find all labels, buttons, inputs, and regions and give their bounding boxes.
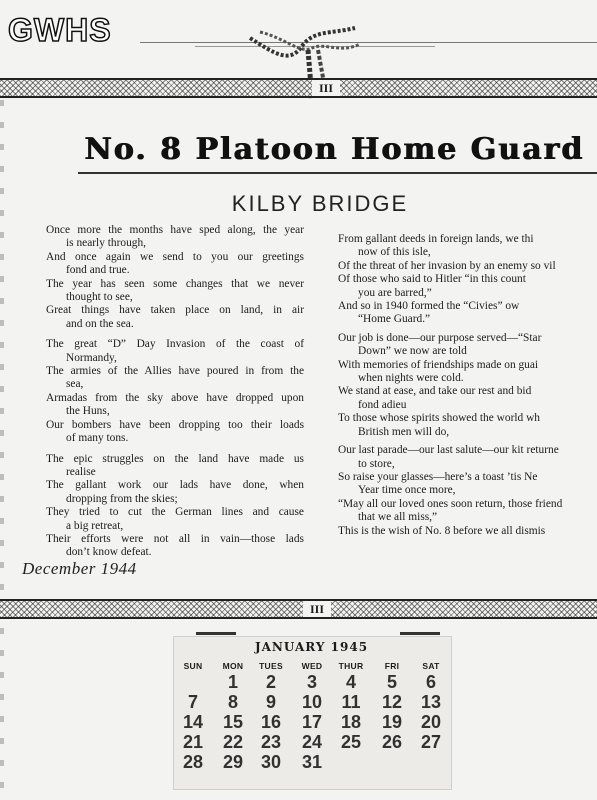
poem-line: Year time once more, [358, 484, 456, 497]
poem-line: To those whose spirits showed the world wh [338, 412, 540, 425]
poem-line: And once again we send to you our greetings [46, 250, 304, 263]
calendar-day: 26 [381, 732, 403, 752]
page-title: No. 8 Platoon Home Guard [84, 132, 584, 167]
calendar-day: 2 [265, 672, 276, 692]
poem-line: They tried to cut the German lines and cause [46, 506, 304, 519]
poem-line: fond adieu [358, 398, 407, 411]
poem-line: Their efforts were not all in vain—those lads [46, 532, 304, 545]
calendar-weekday: SAT [422, 661, 440, 671]
poem-line: The great “D” Day Invasion of the coast of [46, 338, 304, 351]
calendar-day: 6 [425, 672, 436, 692]
calendar-day: 1 [227, 672, 238, 692]
poem-stanza [338, 444, 597, 537]
signoff-date: December 1944 [22, 559, 137, 578]
calendar-day: 22 [222, 732, 244, 752]
decorative-band-bottom [0, 599, 597, 619]
poem-line: So raise your glasses—here’s a toast ’tis Ne [338, 470, 538, 483]
poem-line: realise [66, 465, 96, 478]
calendar-day: 25 [340, 732, 362, 752]
decorative-band-top [0, 78, 597, 98]
calendar-day: 13 [420, 692, 442, 712]
calendar-day: 10 [301, 692, 323, 712]
calendar-weekday: SUN [183, 661, 203, 671]
calendar-day: 16 [260, 712, 282, 732]
poem-line: Great things have taken place on land, in air [46, 304, 304, 317]
poem-line: sea, [66, 378, 84, 391]
poem-line: This is the wish of No. 8 before we all dismis [338, 524, 546, 537]
poem-stanza [338, 332, 597, 438]
calendar-day: 28 [182, 752, 204, 772]
calendar-weekday: TUES [259, 661, 283, 671]
watermark-logo: GWHS [8, 12, 112, 48]
calendar-weekday: FRI [384, 661, 400, 671]
band-mark: III [303, 601, 331, 617]
band-mark: III [312, 80, 340, 96]
poem-line: Once more the months have sped along, the year [46, 224, 304, 236]
calendar-weekday: WED [301, 661, 323, 671]
calendar-day: 29 [222, 752, 244, 772]
poem-line: now of this isle, [358, 246, 431, 259]
calendar-tab [400, 632, 440, 635]
poem-line: and on the sea. [66, 317, 134, 330]
poem-line: Normandy, [66, 351, 117, 364]
poem-line: Our bombers have been dropping too their loads [46, 418, 304, 431]
poem-line: “May all our loved ones soon return, those friend [338, 497, 563, 510]
calendar-day: 17 [301, 712, 323, 732]
calendar-day: 18 [340, 712, 362, 732]
poem-line: Of those who said to Hitler “in this count [338, 273, 526, 286]
calendar-day: 31 [301, 752, 323, 772]
poem-line: of many tons. [66, 432, 129, 445]
poem-stanza [46, 338, 304, 444]
calendar-day: 8 [227, 692, 238, 712]
poem-line: that we all miss,” [358, 511, 438, 524]
poem-line: The gallant work our lads have done, when [46, 479, 304, 492]
calendar-day: 23 [260, 732, 282, 752]
poem-line: is nearly through, [66, 237, 147, 250]
calendar-tab [196, 632, 236, 635]
calendar-day: 7 [187, 692, 198, 712]
calendar-day: 11 [341, 692, 361, 712]
calendar-day: 3 [306, 672, 317, 692]
calendar-day: 14 [182, 712, 204, 732]
calendar-day: 5 [386, 672, 397, 692]
poem-line: From gallant deeds in foreign lands, we thi [338, 233, 534, 245]
calendar-day: 9 [265, 692, 276, 712]
poem-line: Our last parade—our last salute—our kit returne [338, 444, 559, 457]
poem-line: the Huns, [66, 405, 110, 418]
calendar-weekday: MON [222, 661, 244, 671]
title-rule [78, 172, 597, 174]
calendar-weekday: THUR [338, 661, 364, 671]
poem-line: when nights were cold. [358, 372, 464, 385]
calendar-day: 12 [381, 692, 403, 712]
poem-stanza [338, 233, 597, 326]
poem-line: thought to see, [66, 291, 133, 304]
poem-line: dropping from the skies; [66, 492, 178, 505]
poem-stanza [46, 224, 304, 330]
calendar-day: 4 [345, 672, 356, 692]
poem-line: Down” we now are told [358, 345, 467, 358]
poem-column-left [46, 224, 304, 567]
poem-line: Armadas from the sky above have dropped upon [46, 391, 304, 404]
poem-line: The year has seen some changes that we never [46, 277, 304, 290]
poem-line: British men will do, [358, 425, 450, 438]
poem-column-right [338, 233, 597, 543]
calendar-day: 30 [260, 752, 282, 772]
calendar-day: 20 [420, 712, 442, 732]
poem-line: Of the threat of her invasion by an enemy so vil [338, 259, 556, 272]
page-subtitle: KILBY BRIDGE [231, 191, 409, 216]
calendar-day: 15 [222, 712, 244, 732]
poem-line: The armies of the Allies have poured in from the [46, 365, 304, 378]
poem-line: don’t know defeat. [66, 546, 152, 559]
poem-stanza [46, 453, 304, 559]
poem-line: And so in 1940 formed the “Civies” ow [338, 300, 520, 313]
poem-line: The epic struggles on the land have made us [46, 452, 304, 465]
poem-line: Our job is done—our purpose served—“Star [338, 331, 542, 344]
poem-line: a big retreat, [66, 519, 124, 532]
poem-line: to store, [358, 457, 395, 470]
poem-line: “Home Guard.” [358, 313, 431, 326]
poem-line: fond and true. [66, 264, 130, 277]
calendar-day: 24 [301, 732, 323, 752]
calendar-day: 21 [182, 732, 204, 752]
calendar-day: 27 [420, 732, 442, 752]
calendar-day: 19 [381, 712, 403, 732]
poem-line: you are barred,” [358, 286, 432, 299]
poem-line: We stand at ease, and take our rest and bid [338, 385, 532, 398]
poem-line: With memories of friendships made on guai [338, 358, 539, 371]
calendar-heading: JANUARY 1945 [254, 640, 369, 654]
